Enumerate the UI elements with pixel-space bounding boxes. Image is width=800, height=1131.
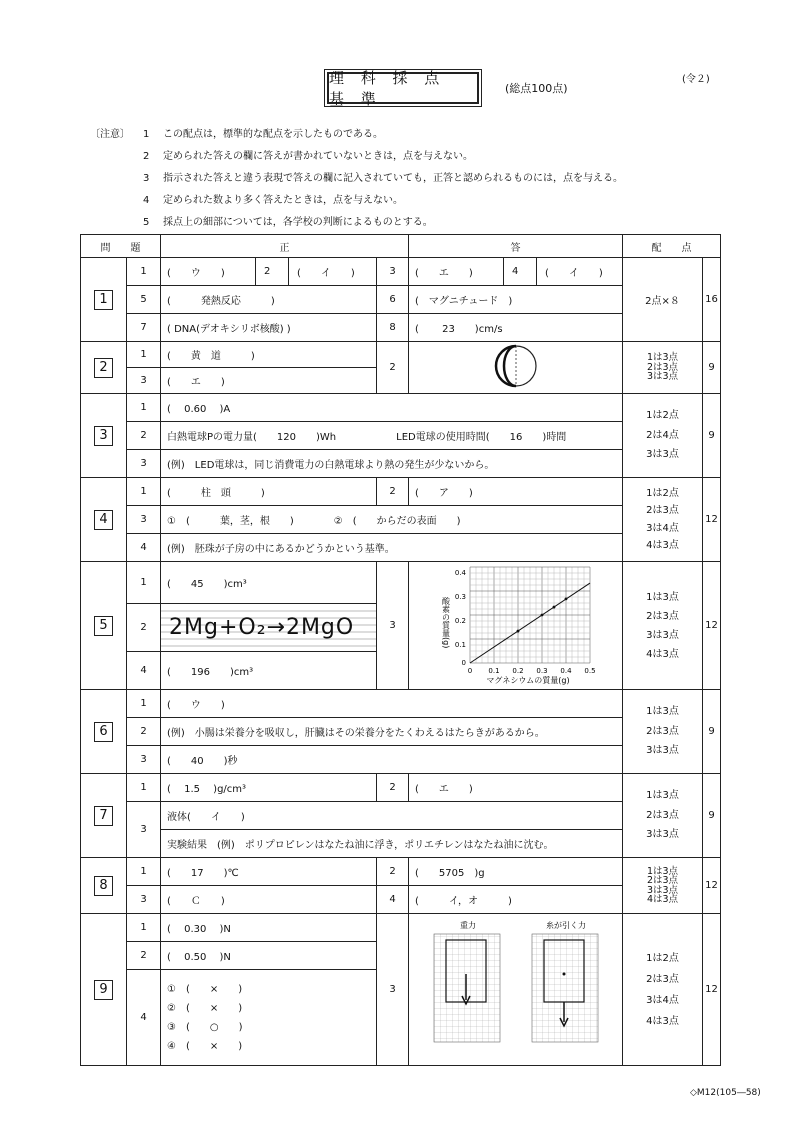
answer: (例) LED電球は，同じ消費電力の白熱電球より熱の発生が少ないから。 — [161, 450, 623, 478]
question-number: 4 — [94, 510, 113, 530]
answer: ① ( × ) — [167, 983, 243, 995]
sub-number: 1 — [127, 258, 161, 286]
answer: ③ ( ○ ) — [167, 1021, 243, 1033]
y-tick-label: 0.1 — [454, 641, 466, 649]
header-mondai: 問 題 — [81, 235, 161, 258]
answer: ② ( × ) — [167, 1002, 243, 1014]
points: 1は3点 2は3点 3は3点 — [646, 352, 679, 383]
answer: 白熱電球Pの電力量( 120 )Wh — [167, 432, 337, 443]
note-item: 5 採点上の細部については，各学校の判断によるものとする。 — [143, 217, 433, 228]
y-axis-label: 酸素の質量(g) — [441, 597, 450, 649]
answer: ( 1.5 )g/cm³ — [161, 774, 377, 802]
answer: ( エ ) — [161, 368, 377, 394]
answer: ( 0.50 )N — [161, 942, 377, 970]
oxygen-magnesium-graph — [426, 563, 606, 685]
points-total: 12 — [703, 478, 721, 562]
question-4 — [81, 478, 127, 562]
y-tick-label: 0.2 — [454, 617, 466, 625]
total-score-label: (総点100点) — [505, 82, 568, 95]
sub-number: 4 — [127, 970, 161, 1066]
answer: ( イ ) — [288, 258, 355, 285]
answer: ( 45 )cm³ — [161, 562, 377, 604]
sub-number: 3 — [127, 450, 161, 478]
answer: ( ア ) — [409, 478, 623, 506]
answer: ( マグニチュード ) — [409, 286, 623, 314]
question-number: 5 — [94, 616, 113, 636]
points-total: 9 — [703, 690, 721, 774]
sub-number: 1 — [127, 858, 161, 886]
data-point — [564, 598, 567, 601]
note-item: 1 この配点は，標準的な配点を示したものである。 — [143, 129, 383, 140]
sub-number: 1 — [127, 914, 161, 942]
points: 1は3点 2は3点 3は3点 — [646, 790, 679, 841]
question-number: 9 — [94, 980, 113, 1000]
header-haiten: 配 点 — [623, 235, 721, 258]
answer: ( 196 )cm³ — [161, 652, 377, 690]
points: 1は3点 2は3点 3は3点 4は3点 — [646, 865, 679, 905]
answer: ( 40 )秒 — [161, 746, 623, 774]
sub-number: 2 — [127, 422, 161, 450]
sub-number: 3 — [127, 746, 161, 774]
question-7 — [81, 774, 127, 858]
points: 1は3点 2は3点 3は3点 — [646, 706, 679, 757]
x-tick-label: 0.5 — [583, 667, 596, 675]
question-number: 2 — [94, 358, 113, 378]
points: 1は2点 2は4点 3は3点 — [646, 410, 679, 461]
answer: ( 0.30 )N — [161, 914, 377, 942]
answer: ( ウ ) — [161, 690, 623, 718]
answer: LED電球の使用時間( 16 )時間 — [396, 432, 567, 443]
page-title: 理 科 採 点 基 準 — [327, 72, 479, 104]
question-2 — [81, 342, 127, 394]
sub-number: 2 — [127, 604, 161, 652]
answer: ( DNA(デオキシリボ核酸) ) — [161, 314, 377, 342]
footer-code: ◇M12(105―58) — [690, 1088, 761, 1098]
sub-number: 3 — [377, 258, 409, 286]
points: 1は2点 2は3点 3は4点 4は3点 — [646, 487, 679, 551]
sub-number: 3 — [127, 886, 161, 914]
sub-number: 1 — [127, 394, 161, 422]
answer: ② ( からだの表面 ) — [333, 516, 461, 527]
sub-number: 2 — [127, 718, 161, 746]
x-tick-label: 0 — [467, 667, 472, 675]
question-5 — [81, 562, 127, 690]
points: 2点×８ — [623, 258, 703, 342]
x-tick-label: 0.1 — [487, 667, 500, 675]
sub-number: 4 — [127, 652, 161, 690]
y-tick-label: 0.4 — [454, 569, 466, 577]
y-tick-label: 0 — [461, 659, 466, 667]
sub-number: 6 — [377, 286, 409, 314]
answer: 実験結果 (例) ポリプロピレンはなたね油に浮き，ポリエチレンはなたね油に沈む。 — [161, 830, 623, 858]
sub-number: 4 — [127, 534, 161, 562]
points-total: 9 — [703, 394, 721, 478]
scoring-table — [80, 234, 721, 1066]
x-tick-label: 0.2 — [511, 667, 524, 675]
answer: ( 柱 頭 ) — [161, 478, 377, 506]
answer: ( 17 )℃ — [161, 858, 377, 886]
question-8 — [81, 858, 127, 914]
answer: ( 発熱反応 ) — [161, 286, 377, 314]
x-tick-label: 0.3 — [535, 667, 548, 675]
answer: ( イ ) — [536, 258, 603, 285]
note-item: 3 指示された答えと違う表現で答えの欄に記入されていても，正答と認められるものには，点を与える。 — [143, 173, 623, 184]
force-figures — [409, 914, 623, 1066]
moon-diagram — [486, 343, 546, 389]
answer: ( 23 )cm/s — [409, 314, 623, 342]
sub-number: 2 — [127, 942, 161, 970]
question-number: 3 — [94, 426, 113, 446]
question-number: 6 — [94, 722, 113, 742]
data-point — [516, 630, 519, 633]
question-9 — [81, 914, 127, 1066]
sub-number: 3 — [377, 914, 409, 1066]
sub-number: 1 — [127, 478, 161, 506]
header-tou: 答 — [409, 235, 623, 258]
sub-number: 1 — [127, 562, 161, 604]
sub-number: 3 — [377, 562, 409, 690]
moon-figure — [409, 342, 623, 394]
question-number: 8 — [94, 876, 113, 896]
sub-number: 3 — [127, 802, 161, 858]
answer: ( ウ ) — [167, 268, 225, 279]
note-item: 2 定められた答えの欄に答えが書かれていないときは，点を与えない。 — [143, 151, 473, 162]
points-total: 12 — [703, 562, 721, 690]
points-total: 9 — [703, 342, 721, 394]
sub-number: 2 — [377, 478, 409, 506]
points: 1は3点 2は3点 3は3点 4は3点 — [646, 591, 679, 660]
answer: ( Ｃ ) — [161, 886, 377, 914]
question-number: 7 — [94, 806, 113, 826]
answer: ( 0.60 )A — [161, 394, 623, 422]
question-3 — [81, 394, 127, 478]
tension-label: 糸が引く力 — [545, 921, 586, 930]
data-point — [552, 606, 555, 609]
sub-number: 3 — [127, 368, 161, 394]
sub-number: 2 — [255, 258, 288, 285]
question-6 — [81, 690, 127, 774]
data-point — [540, 614, 543, 617]
gravity-label: 重力 — [459, 921, 476, 930]
answer: ( 5705 )g — [409, 858, 623, 886]
sub-number: 2 — [377, 342, 409, 394]
answer: (例) 小腸は栄養分を吸収し，肝臓はその栄養分をたくわえるはたらきがあるから。 — [161, 718, 623, 746]
answer: ( エ ) — [415, 268, 473, 279]
y-tick-label: 0.3 — [454, 593, 466, 601]
points-total: 12 — [703, 858, 721, 914]
answer: ( イ，オ ) — [409, 886, 623, 914]
force-diagram — [416, 918, 616, 1058]
answer: (例) 胚珠が子房の中にあるかどうかという基準。 — [161, 534, 623, 562]
sub-number: 2 — [377, 858, 409, 886]
x-tick-label: 0.4 — [559, 667, 572, 675]
question-1 — [81, 258, 127, 342]
sub-number: 8 — [377, 314, 409, 342]
sub-number: 4 — [377, 886, 409, 914]
graph-cell — [409, 562, 623, 690]
answer: ( エ ) — [409, 774, 623, 802]
header-sei: 正 — [161, 235, 409, 258]
points-total: 16 — [703, 258, 721, 342]
answer: ( 黄 道 ) — [161, 342, 377, 368]
answer: ④ ( × ) — [167, 1040, 243, 1052]
points-total: 12 — [703, 914, 721, 1066]
points: 1は2点 2は3点 3は4点 4は3点 — [646, 952, 679, 1027]
x-axis-label: マグネシウムの質量(g) — [485, 676, 570, 685]
question-number: 1 — [94, 290, 113, 310]
sub-number: 1 — [127, 690, 161, 718]
sub-number: 1 — [127, 774, 161, 802]
sub-number: 4 — [503, 258, 536, 285]
sub-number: 7 — [127, 314, 161, 342]
sub-number: 2 — [377, 774, 409, 802]
sub-number: 5 — [127, 286, 161, 314]
answer: 液体( イ ) — [161, 802, 623, 830]
note-item: 4 定められた数より多く答えたときは，点を与えない。 — [143, 195, 403, 206]
era-label: (令２) — [682, 74, 710, 85]
sub-number: 3 — [127, 506, 161, 534]
sub-number: 1 — [127, 342, 161, 368]
chemical-equation: 2Mg+O₂→2MgO — [169, 615, 355, 640]
points-total: 9 — [703, 774, 721, 858]
notes-label: 〔注意〕 — [90, 129, 130, 140]
answer: ① ( 葉，茎，根 ) — [167, 516, 294, 527]
